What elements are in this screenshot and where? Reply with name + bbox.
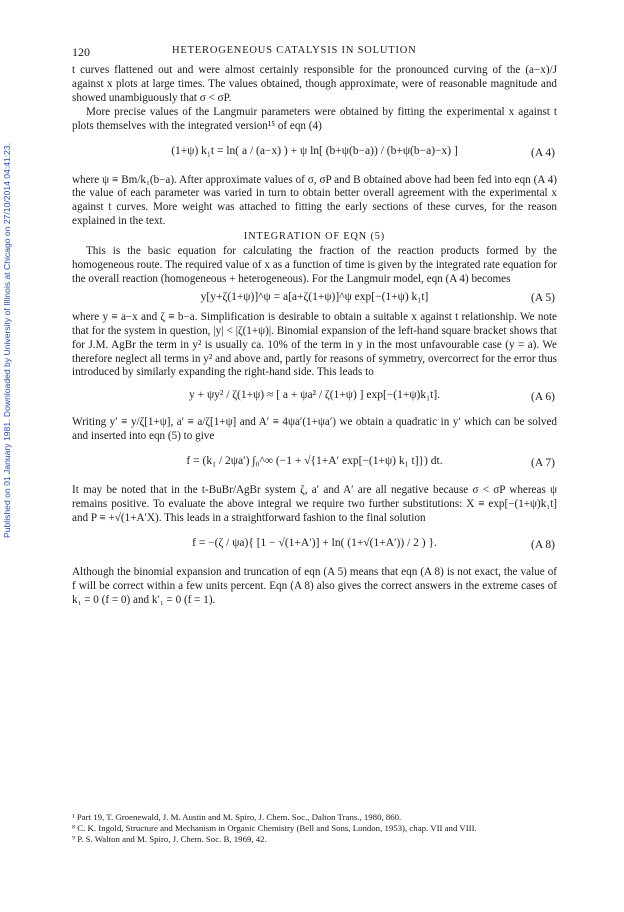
equation-a4-body: (1+ψ) k₁t = ln( a / (a−x) ) + ψ ln[ (b+ψ(b−a)) / (b+ψ(b−a)−x) ] <box>171 144 458 157</box>
download-watermark: Published on 01 January 1981. Downloaded by University of Illinois at Chicago on 27/10/2014 04:41:23. <box>2 142 12 538</box>
paragraph-5: where y ≡ a−x and ζ ≡ b−a. Simplification is desirable to obtain a suitable x against t relationship. We note that for the system in question, |y| < |ζ(1+ψ)|. Binomial expansion of the left-hand square bracket shows that for J.M. AgBr the term in y² is usually ca. 10% of the term in y in the most unfavourable case (y = a). We therefore neglect all terms in y² and above and, partly for reasons of symmetry, overcorrect for the error thus introduced by similarly expanding the right-hand side. This leads to <box>72 310 557 379</box>
paragraph-1: t curves flattened out and were almost certainly responsible for the pronounced curving of the (a−x)/J against x plots at large times. The values obtained, though approximate, were of reasonable magnitude and showed unambiguously that σ < σP. <box>72 64 557 104</box>
reference-item: ⁹ P. S. Walton and M. Spiro, J. Chem. Soc. B, 1969, 42. <box>72 834 267 845</box>
paragraph-4: This is the basic equation for calculating the fraction of the reaction products formed by the homogeneous route. The required value of x as a function of time is given by the integrated rate equation for the overall reaction (homogeneous + heterogeneous). For the Langmuir model, eqn (A 4) becomes <box>72 245 557 285</box>
equation-a7 <box>72 446 557 482</box>
equation-a6 <box>72 382 557 414</box>
equation-a8 <box>72 528 557 564</box>
running-title: HETEROGENEOUS CATALYSIS IN SOLUTION <box>172 45 417 56</box>
equation-a6-label: (A 6) <box>531 391 555 404</box>
paragraph-7: It may be noted that in the t-BuBr/AgBr system ζ, a′ and A′ are all negative because σ < σP whereas ψ remains positive. To evaluate the above integral we require two further substitutions: X ≡ exp[−(1+ψ)k₁t] and P ≡ +√(1+A′X). This leads in a straightforward fashion to the final solution <box>72 484 557 524</box>
reference-item: ¹ Part 19, T. Groenewald, J. M. Austin and M. Spiro, J. Chem. Soc., Dalton Trans., 1980, 860. <box>72 812 402 822</box>
section-title: INTEGRATION OF EQN (5) <box>243 231 386 243</box>
page-number: 120 <box>72 45 90 59</box>
reference-item: ⁸ C. K. Ingold, Structure and Mechanism in Organic Chemistry (Bell and Sons, London, 1953), chap. VII and VIII. <box>72 823 477 834</box>
paragraph-2: More precise values of the Langmuir parameters were obtained by fitting the experimental x against t plots themselves with the integrated version¹⁵ of eqn (4) <box>72 105 557 132</box>
paragraph-8: Although the binomial expansion and truncation of eqn (A 5) means that eqn (A 8) is not exact, the value of f will be correct within a few units percent. Eqn (A 8) also gives the correct answers in the extreme cases of k₁ = 0 (f = 0) and k′₁ = 0 (f = 1). <box>72 565 557 606</box>
equation-a5 <box>72 289 557 309</box>
equation-a4 <box>72 136 557 172</box>
equation-a8-label: (A 8) <box>531 538 555 551</box>
equation-a5-body: y[y+ζ(1+ψ)]^ψ = a[a+ζ(1+ψ)]^ψ exp[−(1+ψ) k₁t] <box>200 290 429 303</box>
equation-a8-body: f = −(ζ / ψa){ [1 − √(1+A′)] + ln( (1+√(1+A′)) / 2 ) }. <box>192 536 437 549</box>
paragraph-3: where ψ ≡ Bm/k₁(b−a). After approximate values of σ, σP and B obtained above had been fed into eqn (A 4) the value of each parameter was varied in turn to obtain better overall agreement with the experimental x against t curves. More weight was attached to fitting the early sections of these curves, for the reason explained in the text. <box>72 173 557 228</box>
equation-a6-body: y + ψy² / ζ(1+ψ) ≈ [ a + ψa² / ζ(1+ψ) ] exp[−(1+ψ)k₁t]. <box>188 389 441 402</box>
equation-a4-label: (A 4) <box>531 146 555 159</box>
equation-a7-body: f = (k₁ / 2ψa′) ∫₀^∞ (−1 + √{1+A′ exp[−(1+ψ) k₁ t]}) dt. <box>186 455 443 468</box>
equation-a5-label: (A 5) <box>531 291 555 304</box>
equation-a7-label: (A 7) <box>531 457 555 470</box>
article-body <box>72 64 557 608</box>
page-header <box>72 45 557 59</box>
reference-list <box>72 812 557 845</box>
paragraph-6: Writing y′ ≡ y/ζ[1+ψ], a′ ≡ a/ζ[1+ψ] and A′ ≡ 4ψa′(1+ψa′) we obtain a quadratic in y′ which can be solved and inserted into eqn (5) to give <box>72 416 557 443</box>
